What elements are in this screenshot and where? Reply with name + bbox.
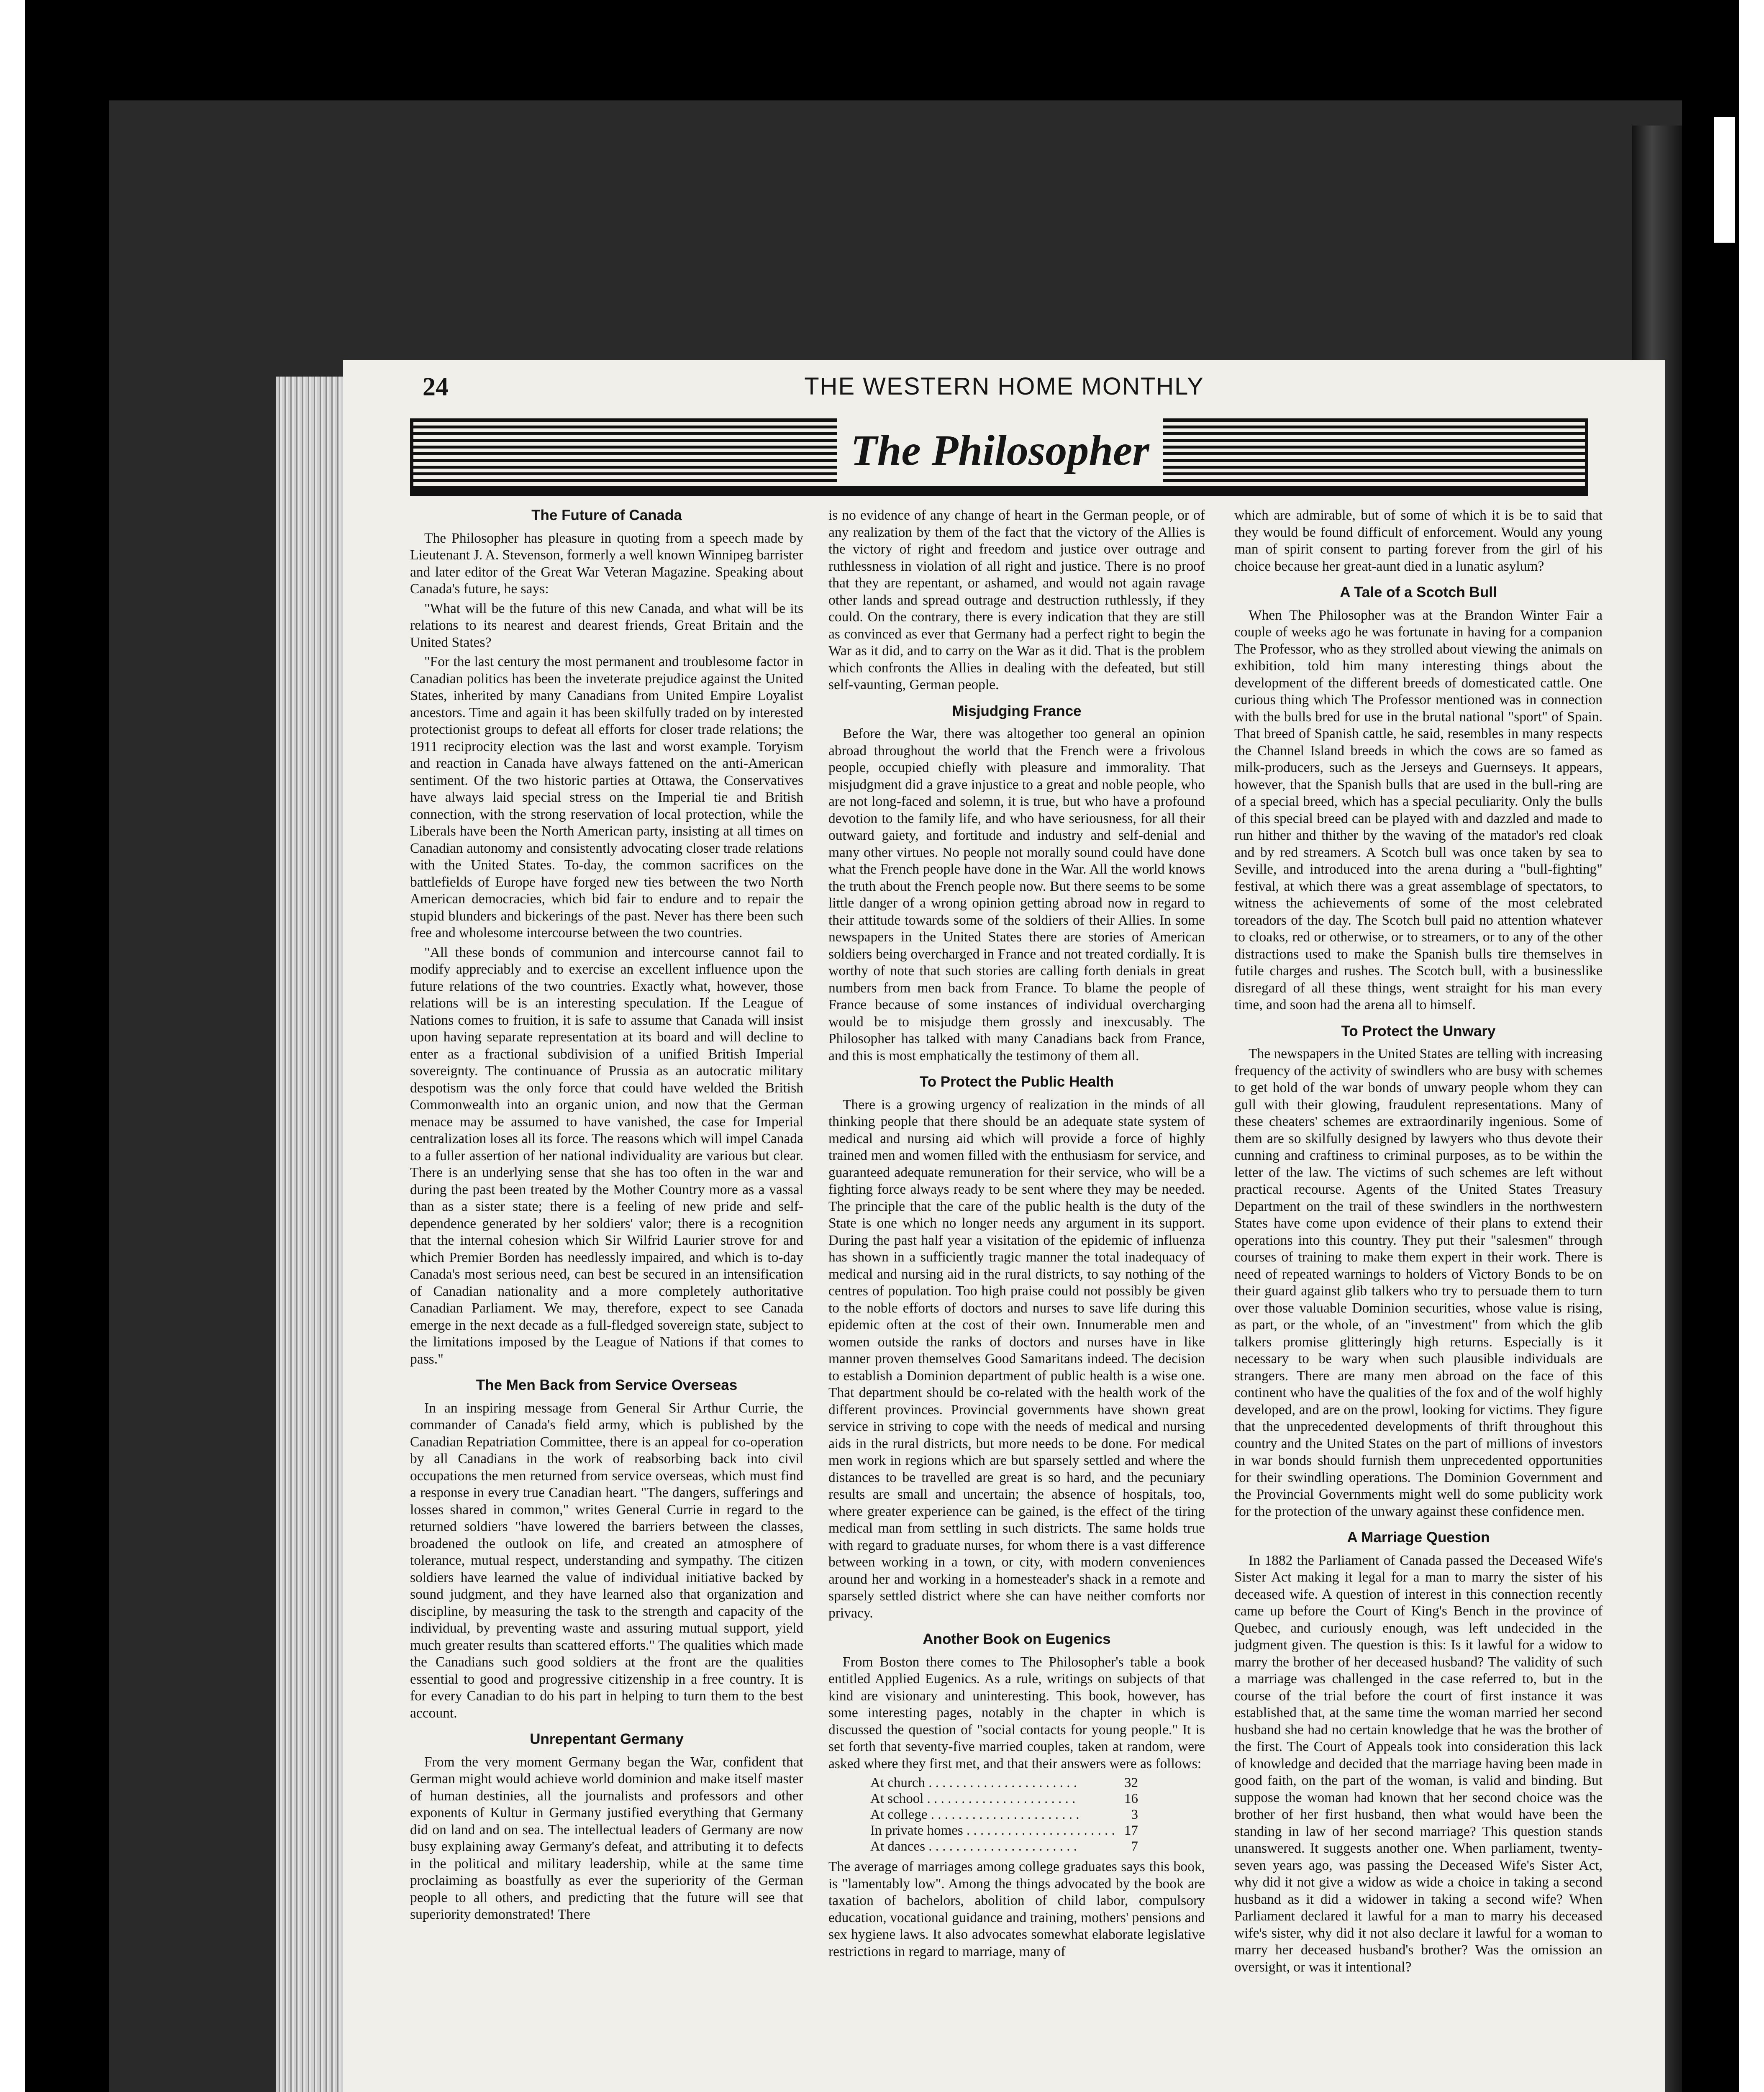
paragraph: From the very moment Germany began the War, confident that German might would achieve world dominion and make itself master of human destinies, all the journalists and professors and other exponents of Kultur in Germany justified everything that Germany did on land and on sea. The intellectual leaders of Germany are now busy explaining away Germany's defeat, and attributing it to defects in the political and military leadership, while at the same time proclaiming as boastfully as ever the superiority of the German people to all others, and predicting that the future will see that superiority demonstrated! There [410,1754,803,1922]
section-title: A Marriage Question [1347,1529,1490,1546]
count-cell: 16 [1124,1791,1138,1806]
paragraph: The Philosopher has pleasure in quoting from a speech made by Lieutenant J. A. Stevenson, formerly a well known Winnipeg barrister and later editor of the Great War Veteran Magazine. Speaking about Canada's future, he says: [410,530,803,597]
place-cell: At church . . . [870,1775,1124,1791]
page-edges-left [276,377,351,2092]
paragraph: "What will be the future of this new Canada, and what will be its relations to its nearest and dearest friends, Great Britain and the United States? [410,600,803,650]
column-3 [1234,507,1602,1978]
table-row [870,1823,1138,1838]
table-row [870,1775,1138,1791]
table-row [870,1838,1138,1854]
where-couples-met-table [870,1775,1138,1854]
department-title: The Philosopher [851,426,1149,474]
paragraph: In 1882 the Parliament of Canada passed the Deceased Wife's Sister Act making it legal for a man to marry the sister of his deceased wife. A question of interest in this connection recently came up before the Court of King's Bench in the province of Quebec, and curiously enough, was left undecided in the judgment given. The question is this: Is it lawful for a widow to marry the brother of her deceased husband? The validity of such a marriage was challenged in the case referred to, but in the course of the trial before the court of first instance it was established that, at the same time the woman married her second husband she had no certain knowledge that he was the brother of the first. The Court of Appeals took into consideration this lack of knowledge and decided that the marriage having been made in good faith, on the part of the woman, is valid and binding. But suppose the woman had known that her second choice was the brother of her first husband, then what would have been the standing in law of her second marriage? This question stands unanswered. It suggests another one. When parliament, twenty-seven years ago, was passing the Deceased Wife's Sister Act, why did it not give a widow as wide a choice in taking a second husband as it did a widower in taking a second wife? When Parliament declared it lawful for a man to marry his deceased wife's sister, why did it not also declare it lawful for a woman to marry her deceased husband's brother? Was the omission an oversight, or was it intentional? [1234,1552,1602,1975]
column-2 [828,507,1205,1963]
count-cell: 32 [1124,1775,1138,1790]
banner-rule [410,490,1588,496]
film-edge-left [0,0,25,2092]
paragraph: Before the War, there was altogether too general an opinion abroad throughout the world that the French were a frivolous people, occupied chiefly with pleasure and immorality. That misjudgment did a grave injustice to a great and noble people, who are not long-faced and solemn, it is true, but who have a profound devotion to the family life, and who have seriousness, for all their outward gaiety, and fortitude and industry and self-denial and many other virtues. No people not morally sound could have done what the French people have done in the War. All the world knows the truth about the French people now. But there seems to be some little danger of a wrong opinion getting abroad now in regard to their attitude towards some of the soldiers of their Allies. In some newspapers in the United States there are stories of American soldiers being overcharged in France and not treated cordially. It is worthy of note that such stories are calling forth denials in great numbers from men back from France. To blame the people of France because of some instances of individual overcharging would be to misjudge them grossly and inexcusably. The Philosopher has talked with many Canadians back from France, and this is most emphatically the testimony of them all. [828,726,1205,1064]
section-title: To Protect the Public Health [919,1074,1114,1090]
section-title: The Men Back from Service Overseas [476,1377,738,1393]
table-row [870,1791,1138,1807]
count-cell: 7 [1131,1839,1138,1854]
place-cell: In private homes . . . [870,1823,1124,1838]
film-mark [1714,117,1735,243]
running-head [343,360,1665,410]
table-row [870,1807,1138,1823]
count-cell: 3 [1131,1807,1138,1822]
paragraph: is no evidence of any change of heart in the German people, or of any realization by them of the fact that the victory of the Allies is the victory of right and freedom and justice over outrage and ruthlessness in violation of all right and justice. There is no proof that they are repentant, or ashamed, and would not again ravage other lands and spread outrage and destruction ruthlessly, if they could. On the contrary, there is every indication that they are still as convinced as ever that Germany had a perfect right to begin the War as it did, and to carry on the War as it did. That is the problem which confronts the Allies in dealing with the defeated, but still self-vaunting, German people. [828,508,1205,692]
paragraph: In an inspiring message from General Sir Arthur Currie, the commander of Canada's field army, which is published by the Canadian Repatriation Committee, there is an appeal for co-operation by all Canadians in the work of reabsorbing back into civil occupations the men returned from service overseas, which must find a response in every true Canadian heart. "The dangers, sufferings and losses shared in common," writes General Currie in regard to the returned soldiers "have lowered the barriers between the classes, broadened the outlook on life, and created an atmosphere of tolerance, mutual respect, understanding and sympathy. The citizen soldiers have learned the value of individual initiative backed by sound judgment, and they have learned also that organization and discipline, by measuring the task to the strength and capacity of the individual, by preventing waste and assuring mutual support, yield much greater results than scattered efforts." The qualities which made the Canadians such good soldiers at the front are the qualities essential to good and progressive citizenship in a free country. It is for every Canadian to do his part in helping to turn them to the best account. [410,1400,803,1721]
magazine-title: THE WESTERN HOME MONTHLY [804,373,1204,400]
section-title: Unrepentant Germany [530,1731,684,1747]
section-title: A Tale of a Scotch Bull [1340,584,1497,600]
count-cell: 17 [1124,1823,1138,1838]
film-edge-right [1739,0,1764,2092]
place-cell: At college . . . [870,1807,1124,1823]
paragraph: There is a growing urgency of realization in the minds of all thinking people that there should be an adequate state system of medical and nursing aid which will provide a force of highly trained men and women filled with the enthusiasm for service, and guaranteed adequate remuneration for their service, who will be a fighting force always ready to be sent where they may be needed. The principle that the care of the public health is the duty of the State is one which no longer needs any argument in its support. During the past half year a visitation of the epidemic of influenza has shown in a sufficiently tragic manner the total inadequacy of medical and nursing aid in the rural districts, to say nothing of the centres of population. Too high praise could not possibly be given to the noble efforts of doctors and nurses to save life during this epidemic often at the cost of their own. Innumerable men and women outside the ranks of doctors and nurses have in like manner proven themselves Good Samaritans indeed. The decision to establish a Dominion department of public health is a wise one. That department should be co-related with the health work of the different provinces. Provincial governments have shown great service in striving to cope with the needs of medical and nursing aids in the rural districts, but more needs to be done. For medical men work in regions which are but sparsely settled and where the distances to be travelled are great is so hard, and the pecuniary results are small and uncertain; the absence of hospitals, too, where greater experience can be gained, is the effect of the tiring medical man from settling in such districts. The same holds true with regard to graduate nurses, for whom there is a vast difference between working in a town, or city, with modern conveniences around her and working in a homesteader's shack in a remote and sparsely settled district where she can have neither comforts nor privacy. [828,1097,1205,1621]
paragraph: "For the last century the most permanent and troublesome factor in Canadian politics has been the inveterate prejudice against the United States, inherited by many Canadians from United Empire Loyalist ancestors. Time and again it has been skilfully traded on by interested protectionist groups to defeat all efforts for closer trade relations; the 1911 reciprocity election was the last and worst example. Toryism and reaction in Canada have always fattened on the anti-American sentiment. Of the two historic parties at Ottawa, the Conservatives have always laid special stress on the Imperial tie and British connection, with the strong reservation of local protection, while the Liberals have been the North American party, insisting at all times on Canadian autonomy and consistently advocating closer trade relations with the United States. To-day, the common sacrifices on the battlefields of Europe have forged new ties between the two North American democracies, which bid fair to endure and to repair the stupid blunders and bickerings of the past. Never has there been such free and wholesome intercourse between the two countries. [410,654,803,941]
paragraph: The newspapers in the United States are telling with increasing frequency of the activity of swindlers who are busy with schemes to get hold of the war bonds of unwary people whom they can gull with their glowing, fraudulent representations. Many of these cheaters' schemes are extraordinarily ingenious. Some of them are so skilfully designed by lawyers who thus devote their cunning and craftiness to criminal purposes, as to be within the letter of the law. The victims of such schemes are left without practical recourse. Agents of the United States Treasury Department on the trail of these swindlers in the northwestern States have come upon evidence of their plans to extend their operations into this country. They put their "salesmen" through courses of training to make them expert in their work. There is need of repeated warnings to holders of Victory Bonds to be on their guard against glib talkers who try to persuade them to turn over those valuable Dominion securities, whose value is rising, as part, or the whole, of an "investment" from which the glib talkers promise glitteringly high returns. Especially is it necessary to be wary when such plausible individuals are strangers. There are many men abroad on the face of this continent who have the qualities of the fox and of the wolf highly developed, and are on the prowl, looking for victims. They figure that the unprecedented developments of thrift throughout this country and the United States on the part of millions of investors in war bonds should furnish them unprecedented opportunities for their swindling operations. The Dominion Government and the Provincial Governments might well do some publicity work for the protection of the unwary against these confidence men. [1234,1046,1602,1519]
paragraph: The average of marriages among college graduates says this book, is "lamentably low". Among the things advocated by the book are taxation of bachelors, abolition of child labor, compulsory education, vocational guidance and training, mothers' pensions and sex hygiene laws. It also advocates somewhat elaborate legislative restrictions in regard to marriage, many of [828,1859,1205,1959]
section-title: Another Book on Eugenics [923,1631,1111,1647]
section-title: The Future of Canada [531,507,682,523]
paragraph: When The Philosopher was at the Brandon Winter Fair a couple of weeks ago he was fortunate in having for a companion The Professor, who as they strolled about viewing the animals on exhibition, told him many interesting things about the development of the different breeds of domesticated cattle. One curious thing which The Professor mentioned was in connection with the bulls bred for use in the brutal national "sport" of Spain. That breed of Spanish cattle, he said, resembles in many respects the Channel Island breeds in which the cows are so famed as milk-producers, such as the Jerseys and Guernseys. It appears, however, that the Spanish bulls that are used in the bull-ring are of a special breed, which has a special peculiarity. Only the bulls of this special breed can be played with and dazzled and made to run hither and thither by the waving of the matador's red cloak and by red streamers. A Scotch bull was once taken by sea to Seville, and introduced into the arena during a "bull-fighting" festival, at which there was a great assemblage of spectators, to witness the achievements of some of the most celebrated toreadors of the day. The Scotch bull paid no attention whatever to cloaks, red or otherwise, or to streamers, or to any of the other distractions used to make the Spanish bulls tire themselves in futile charges and rushes. The Scotch bull, with a businesslike disregard of all these things, went straight for his man every time, and soon had the arena all to himself. [1234,607,1602,1013]
place-cell: At dances . . . [870,1838,1124,1854]
page-number: 24 [423,373,449,401]
section-title: Misjudging France [952,702,1082,719]
paragraph: From Boston there comes to The Philosopher's table a book entitled Applied Eugenics. As a rule, writings on subjects of that kind are visionary and uninteresting. This book, however, has some interesting pages, notably in the chapter in which is discussed the question of "social contacts for young people." It is set forth that seventy-five married couples, taken at random, were asked where they first met, and that their answers were as follows: [828,1654,1205,1772]
paragraph: which are admirable, but of some of which it is be to said that they would be found difficult of enforcement. Would any young man of spirit consent to parting forever from the girl of his choice because her great-aunt died in a lunatic asylum? [1234,508,1602,574]
column-1 [410,507,803,1926]
department-title-box [837,416,1163,483]
place-cell: At school . . . [870,1791,1124,1807]
section-title: To Protect the Unwary [1341,1023,1496,1039]
paragraph: "All these bonds of communion and intercourse cannot fail to modify appreciably and to exercise an excellent influence upon the future relations of the two countries. Exactly what, however, those relations will be is an interesting speculation. If the League of Nations comes to fruition, it is safe to assume that Canada will insist upon having separate representation at its board and will decline to enter as a fractional subdivision of a unified British Imperial sovereignty. The continuance of Prussia as an autocratic military despotism was the only force that could have welded the British Commonwealth into an organic union, and now that the German menace may be assumed to have vanished, the case for Imperial centralization loses all its force. The reasons which will impel Canada to a fuller assertion of her national individuality are various but clear. There is an underlying sense that she has too often in the war and during the past been treated by the Mother Country more as a vassal than as a sister state; there is a feeling of new pride and self-dependence generated by her soldiers' valor; there is a recognition that the internal cohesion which Sir Wilfrid Laurier strove for and which Premier Borden has needlessly impaired, and which is to-day Canada's most serious need, can best be secured in an intensification of Canadian nationality and a more completely authoritative Canadian Parliament. We may, therefore, expect to see Canada emerge in the next decade as a full-fledged sovereign state, subject to the limitations imposed by the League of Nations if that comes to pass." [410,944,803,1367]
magazine-page [343,360,1665,2092]
